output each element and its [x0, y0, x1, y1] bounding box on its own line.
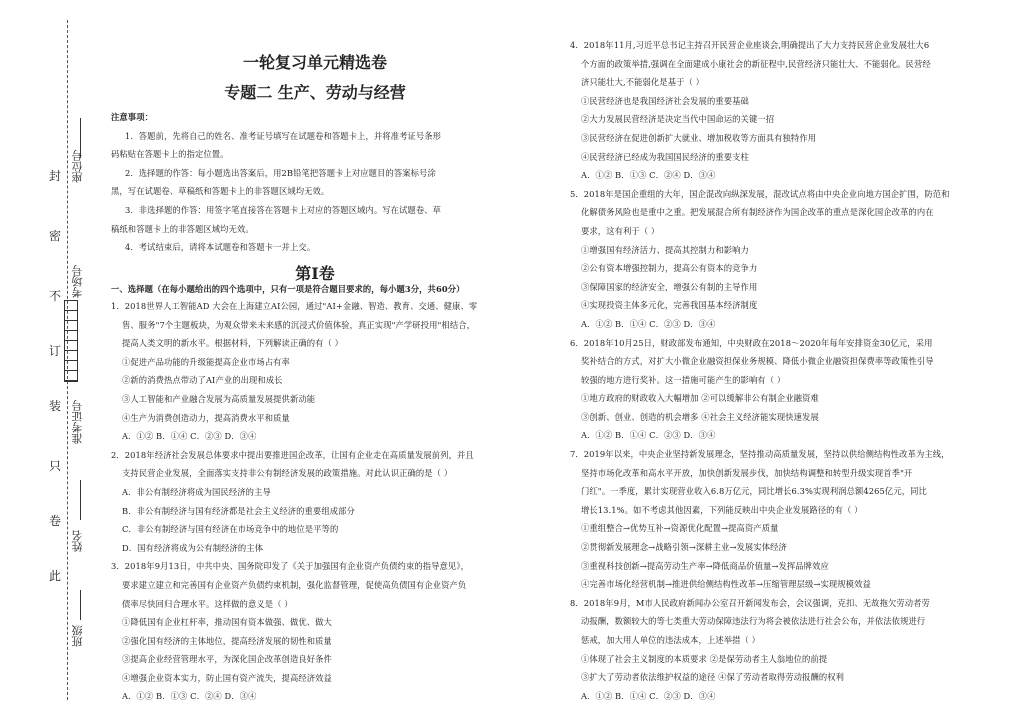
question-line: ②大力发展民营经济是决定当代中国命运的关键一招	[581, 114, 775, 125]
question-line: 提高人类文明的新水平。根据材料，下列解读正确的有（ ）	[122, 338, 344, 349]
notice-line: 1．答题前，先将自己的姓名、准考证号填写在试题卷和答题卡上，并将准考证号条形	[125, 130, 442, 141]
question-line: ④完善市场化经营机制→推进供给侧结构性改革→压缩管理层级→实现规模效益	[581, 579, 871, 590]
exam-number-grid	[64, 300, 78, 382]
fill-line	[80, 118, 81, 158]
notice-line: 码粘贴在答题卡上的指定位置。	[111, 149, 229, 160]
question-line: ②贯彻新发展理念→战略引领→深耕主业→发展实体经济	[581, 542, 787, 553]
question-line: 坚持市场化改革和高水平开放，加快创新发展步伐，加快结构调整和转型升级实现首季"开	[581, 467, 913, 478]
question-line: ③提高企业经营管理水平，为深化国企改革创造良好条件	[122, 654, 332, 665]
question-line: A．①② B．①④ C．②③ D．③④	[581, 690, 716, 701]
question-line: A．①② B．①④ C．②③ D．③④	[581, 430, 716, 441]
seat-number-label: 座位号	[71, 150, 84, 183]
question-line: ③民营经济在促进创新扩大就业、增加税收等方面具有独特作用	[581, 132, 817, 143]
question-line: 6．2018年10月25日，财政部发布通知，中央财政在2018～2020年每年安排资金30亿元，采用	[570, 337, 933, 348]
question-line: ①促进产品功能的升级能提高企业市场占有率	[122, 356, 290, 367]
question-line: A．①② B．①③ C．②④ D．③④	[581, 170, 716, 181]
question-line: 奖补结合的方式，对扩大小微企业融资担保业务规模、降低小微企业融资担保费率等政策性引导	[581, 356, 934, 367]
seal-char: 只	[48, 459, 61, 473]
question-line: ③人工智能和产业融合发展为高质量发展提供新动能	[122, 393, 316, 404]
notice-line: 4．考试结束后，请将本试题卷和答题卡一并上交。	[125, 242, 316, 253]
question-line: 要求，这有利于（ ）	[581, 225, 660, 236]
page-subtitle: 专题二 生产、劳动与经营	[224, 83, 406, 102]
question-line: ③重视科技创新→提高劳动生产率→降低商品价值量→发挥品牌效应	[581, 560, 829, 571]
question-line: A．①② B．①④ C．②③ D．③④	[581, 318, 716, 329]
seal-char: 密	[48, 229, 61, 243]
question-line: 个方面的政策举措,强调在全面建成小康社会的新征程中,民营经济只能壮大、不能弱化。民营经	[581, 58, 931, 69]
section-instruction-text: 一、选择题（在每小题给出的四个选项中，只有一项是符合题目要求的，每小题3分，共60分）	[111, 284, 465, 294]
questions-right-column	[570, 36, 950, 705]
question-line: A．①② B．①④ C．②③ D．③④	[122, 431, 257, 442]
seal-char: 装	[48, 399, 61, 413]
question-line: ②强化国有经济的主体地位，提高经济发展的韧性和质量	[122, 635, 332, 646]
notice-line: 2．选择题的作答：每小题选出答案后，用2B铅笔把答题卡上对应题目的答案标号涂	[125, 167, 436, 178]
name-label: 姓名	[71, 530, 84, 552]
question-line: B．非公有制经济与国有经济都是社会主义经济的重要组成部分	[122, 505, 355, 516]
question-line: ①降低国有企业杠杆率，推动国有资本做强、做优、做大	[122, 617, 332, 628]
notice-block	[111, 108, 441, 257]
notice-line: 稿纸和答题卡上的非答题区域均无效。	[111, 223, 254, 234]
admission-number-label: 准考证号	[71, 400, 84, 444]
question-line: 济只能壮大,不能弱化是基于（ ）	[581, 77, 705, 88]
seal-char: 此	[48, 569, 61, 583]
question-line: 支持民营企业发展，全面落实支持非公有制经济发展的政策措施。对此认识正确的是（ ）	[122, 468, 453, 479]
question-line: 门红"。一季度，累计实现营业收入6.8万亿元，同比增长6.3%实现利润总额4265亿元，同比	[581, 486, 927, 497]
question-line: 2．2018年经济社会发展总体要求中提出要推进国企改革，让国有企业走在高质量发展前列，并且	[111, 449, 474, 460]
question-line: ④生产为消费创造动力，提高消费水平和质量	[122, 412, 290, 423]
question-line: 增长13.1%。如不考虑其他因素，下列能反映出中央企业发展路径的有（ ）	[581, 504, 863, 515]
question-line: 惩戒，加大用人单位的违法成本，上述举措（ ）	[581, 635, 761, 645]
question-line: ④增强企业资本实力，防止国有资产流失，提高经济效益	[122, 672, 332, 683]
question-line: 要求建立建立和完善国有企业资产负债约束机制，强化监督管理，促使高负债国有企业资产负	[122, 579, 467, 590]
notice-heading: 注意事项：	[111, 112, 153, 122]
question-line: ①重组整合→优势互补→资源优化配置→提高资产质量	[581, 523, 779, 534]
section-instruction	[111, 280, 465, 299]
question-line: 3．2018年9月13日，中共中央、国务院印发了《关于加强国有企业资产负债约束的指导意见》，	[111, 561, 469, 572]
class-label: 班级	[71, 625, 84, 647]
seal-char: 封	[48, 169, 61, 183]
question-line: 4．2018年11月,习近平总书记主持召开民营企业座谈会,明确提出了大力支持民营企业发展壮大6	[570, 40, 930, 50]
question-line: 5．2018年是国企重组的大年，国企混改向纵深发展，混改试点将由中央企业向地方国企扩围，防范和	[570, 188, 950, 199]
seal-char: 订	[48, 344, 61, 358]
question-line: C．非公有制经济与国有经济在市场竞争中的地位是平等的	[122, 524, 339, 535]
question-line: 1．2018世界人工智能AD 大会在上海建立AI公园，通过"AI+金融、智造、教育、交通、健康、零	[111, 301, 478, 311]
seal-char: 不	[48, 289, 61, 303]
question-line: 化解债务风险也是重中之重。把发展混合所有制经济作为国企改革的重点是深化国企改革的内在	[581, 207, 934, 218]
question-line: ④实现投资主体多元化，完善我国基本经济制度	[581, 300, 758, 311]
question-line: A．非公有制经济将成为国民经济的主导	[122, 486, 271, 497]
question-line: ③扩大了劳动者依法维护权益的途径 ④保了劳动者取得劳动报酬的权利	[581, 672, 845, 683]
question-line: 动报酬，数额较大的等七类重大劳动保障违法行为将会被依法进行社会公布，并依法依规进行	[581, 616, 926, 627]
exam-room-label: 考场号	[71, 265, 84, 298]
question-line: ①地方政府的财政收入大幅增加 ②可以缓解非公有制企业融资难	[581, 393, 819, 404]
seal-char: 卷	[48, 514, 61, 528]
question-line: ④民营经济已经成为我国国民经济的重要支柱	[581, 151, 749, 162]
question-line: ①体现了社会主义制度的本质要求 ②是保劳动者主人翁地位的前提	[581, 653, 828, 664]
notice-line: 3．非选择题的作答：用签字笔直接答在答题卡上对应的答题区域内。写在试题卷、草	[125, 204, 442, 215]
question-line: 债率尽快回归合理水平。这样做的意义是（ ）	[122, 598, 293, 609]
question-line: D．国有经济将成为公有制经济的主体	[122, 542, 264, 553]
questions-left-column	[111, 297, 477, 706]
notice-line: 黑，写在试题卷、草稿纸和答题卡上的非答题区域均无效。	[111, 186, 330, 197]
question-line: A．①② B．①③ C．②④ D．③④	[122, 691, 257, 702]
question-line: 8．2018年9月，M市人民政府新闻办公室召开新闻发布会，会议强调，克扣、无故拖欠劳动者劳	[570, 597, 930, 608]
fill-line	[80, 480, 81, 520]
question-line: 售、服务"7个主题板块，为观众带来未来感的沉浸式价值体验，真正实现"产学研投用"相结合，	[122, 319, 476, 330]
section-title: 第Ⅰ卷	[295, 264, 335, 283]
question-line: ②新的消费热点带动了AI产业的出现和成长	[122, 375, 283, 386]
question-line: ②公有资本增强控制力，提高公有资本的竞争力	[581, 263, 758, 274]
question-line: ③创新、创业、创造的机会增多 ④社会主义经济能实现快速发展	[581, 411, 819, 422]
fill-line	[80, 590, 81, 620]
question-line: ①民营经济也是我国经济社会发展的重要基础	[581, 95, 749, 106]
question-line: ③保障国家的经济安全，增强公有制的主导作用	[581, 281, 758, 292]
question-line: 7．2019年以来，中央企业坚持新发展理念，坚持推动高质量发展，坚持以供给侧结构性改革为主线，	[570, 449, 950, 460]
page-title: 一轮复习单元精选卷	[242, 53, 387, 72]
question-line: 较强的地方进行奖补。这一措施可能产生的影响有（ ）	[581, 374, 786, 385]
question-line: ①增强国有经济活力、提高其控制力和影响力	[581, 244, 749, 255]
